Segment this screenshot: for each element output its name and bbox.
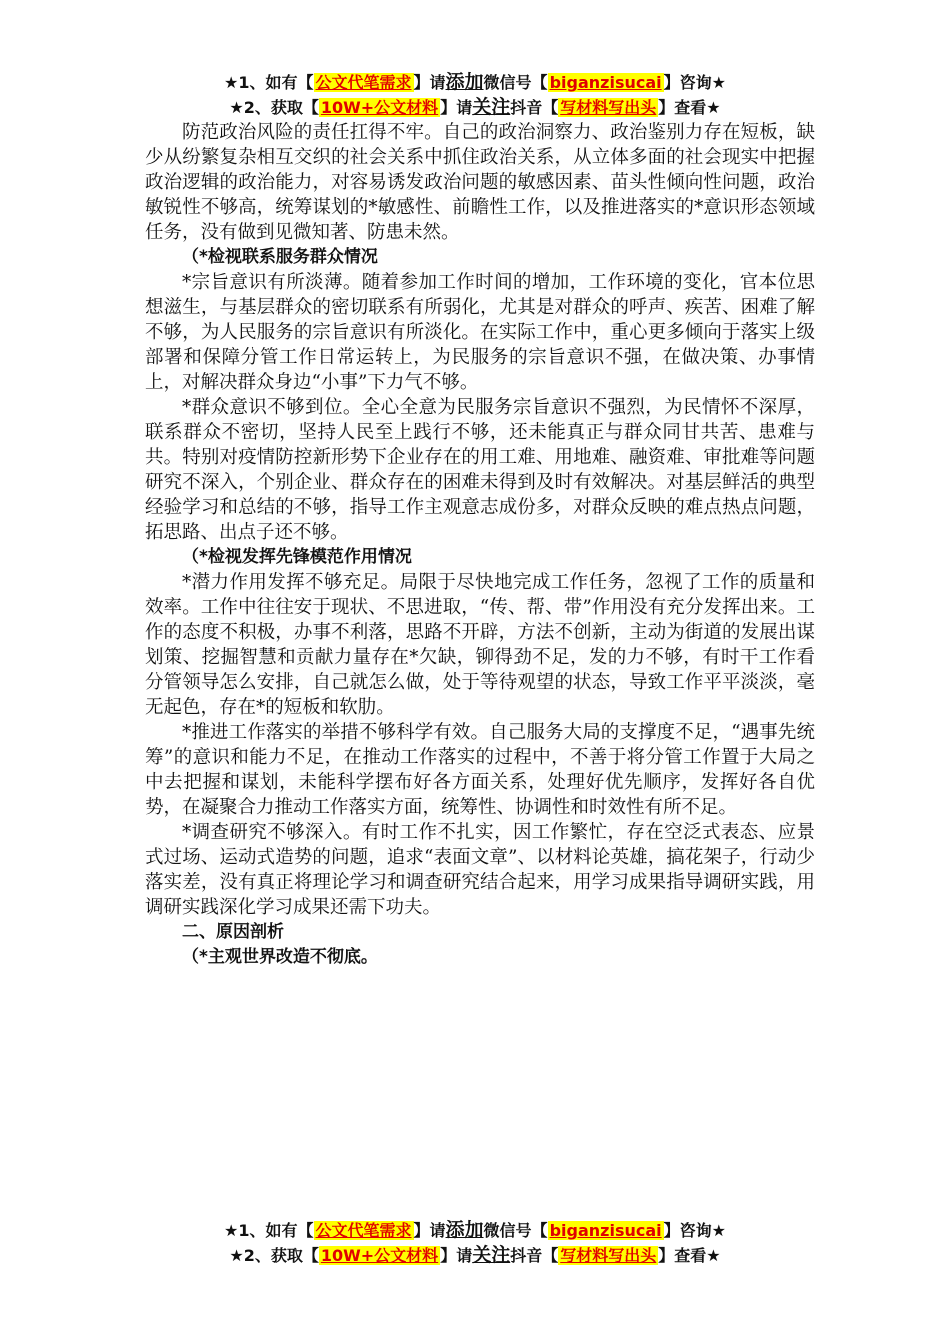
section-heading: 二、原因剖析: [182, 922, 284, 942]
paragraph: *潜力作用发挥不够充足。局限于尽快地完成工作任务，忽视了工作的质量和效率。工作中往往安于现状、不思进取，“传、帮、带”作用没有充分发挥出来。工作的态度不积极，办事不利落，思路不开辟，方法不创新，主动为街道的发展出谋划策、挖掘智慧和贡献力量存在*欠缺，铆得劲不足，发的力不够，有时干工作看分管领导怎么安排，自己就怎么做，处于等待观望的状态，导致工作平平淡淡，毫无起色，存在*的短板和软肋。: [145, 572, 815, 718]
promo-text: 】咨询★: [663, 73, 726, 92]
promo-wechat-id: biganzisucai: [549, 73, 662, 92]
paragraph: *调查研究不够深入。有时工作不扎实，因工作繁忙，存在空泛式表态、应景式过场、运动式造势的问题，追求“表面文章”、以材料论英雄，搞花架子，行动少落实差，没有真正将理论学习和调查研究结合起来，用学习成果指导调研实践，用调研实践深化学习成果还需下功夫。: [145, 822, 815, 918]
promo-highlight: 10W+公文材料: [320, 98, 439, 117]
promo-highlight: 10W+公文材料: [320, 1246, 439, 1265]
promo-text: 抖音【: [510, 98, 559, 117]
promo-emphasis: 关注: [472, 1244, 511, 1266]
document-body: [145, 120, 815, 970]
promo-highlight: 公文代笔需求: [315, 1221, 412, 1240]
promo-text: 】请: [413, 73, 446, 92]
promo-wechat-id: biganzisucai: [549, 1221, 662, 1240]
paragraph: 防范政治风险的责任扛得不牢。自己的政治洞察力、政治鉴别力存在短板，缺少从纷繁复杂相互交织的社会关系中抓住政治关系，从立体多面的社会现实中把握政治逻辑的政治能力，对容易诱发政治问题的敏感因素、苗头性倾向性问题，政治敏锐性不够高，统筹谋划的*敏感性、前瞻性工作，以及推进落实的*意识形态领域任务，没有做到见微知著、防患未然。: [145, 122, 815, 243]
promo-highlight: 公文代笔需求: [315, 73, 412, 92]
promo-text: 】请: [440, 1246, 473, 1265]
promo-emphasis: 添加: [445, 71, 484, 93]
promo-douyin-id: 写材料写出头: [560, 98, 657, 117]
promo-line-2: [0, 95, 950, 120]
section-heading: （*主观世界改造不彻底。: [182, 947, 378, 967]
promo-text: 】查看★: [658, 98, 721, 117]
promo-emphasis: 添加: [445, 1219, 484, 1241]
promo-text: 微信号【: [483, 1221, 548, 1240]
promo-text: 】查看★: [658, 1246, 721, 1265]
paragraph: *群众意识不够到位。全心全意为民服务宗旨意识不强烈，为民情怀不深厚，联系群众不密切，坚持人民至上践行不够，还未能真正与群众同甘共苦、患难与共。特别对疫情防控新形势下企业存在的用工难、用地难、融资难、审批难等问题研究不深入，个别企业、群众存在的困难未得到及时有效解决。对基层鲜活的典型经验学习和总结的不够，指导工作主观意志成份多，对群众反映的难点热点问题，拓思路、出点子还不够。: [145, 397, 815, 543]
paragraph: *宗旨意识有所淡薄。随着参加工作时间的增加，工作环境的变化，官本位思想滋生，与基层群众的密切联系有所弱化，尤其是对群众的呼声、疾苦、困难了解不够，为人民服务的宗旨意识有所淡化。在实际工作中，重心更多倾向于落实上级部署和保障分管工作日常运转上，为民服务的宗旨意识不强，在做决策、办事情上，对解决群众身边“小事”下力气不够。: [145, 272, 815, 393]
header-promo-banner: [0, 70, 950, 120]
promo-douyin-id: 写材料写出头: [560, 1246, 657, 1265]
promo-text: 】请: [440, 98, 473, 117]
promo-text: 】请: [413, 1221, 446, 1240]
promo-text: 抖音【: [510, 1246, 559, 1265]
promo-text: ★1、如有【: [224, 1221, 314, 1240]
paragraph: *推进工作落实的举措不够科学有效。自己服务大局的支撑度不足，“遇事先统筹”的意识和能力不足，在推动工作落实的过程中，不善于将分管工作置于大局之中去把握和谋划，未能科学摆布好各方面关系，处理好优先顺序，发挥好各自优势，在凝聚合力推动工作落实方面，统筹性、协调性和时效性有所不足。: [145, 722, 815, 818]
promo-text: ★1、如有【: [224, 73, 314, 92]
promo-text: 微信号【: [483, 73, 548, 92]
promo-emphasis: 关注: [472, 96, 511, 118]
promo-text: ★2、获取【: [229, 1246, 319, 1265]
promo-text: ★2、获取【: [229, 98, 319, 117]
section-heading: （*检视发挥先锋模范作用情况: [182, 547, 412, 567]
footer-promo-banner: [0, 1218, 950, 1268]
promo-line-2: [0, 1243, 950, 1268]
promo-line-1: [0, 1218, 950, 1243]
section-heading: （*检视联系服务群众情况: [182, 247, 378, 267]
promo-text: 】咨询★: [663, 1221, 726, 1240]
promo-line-1: [0, 70, 950, 95]
